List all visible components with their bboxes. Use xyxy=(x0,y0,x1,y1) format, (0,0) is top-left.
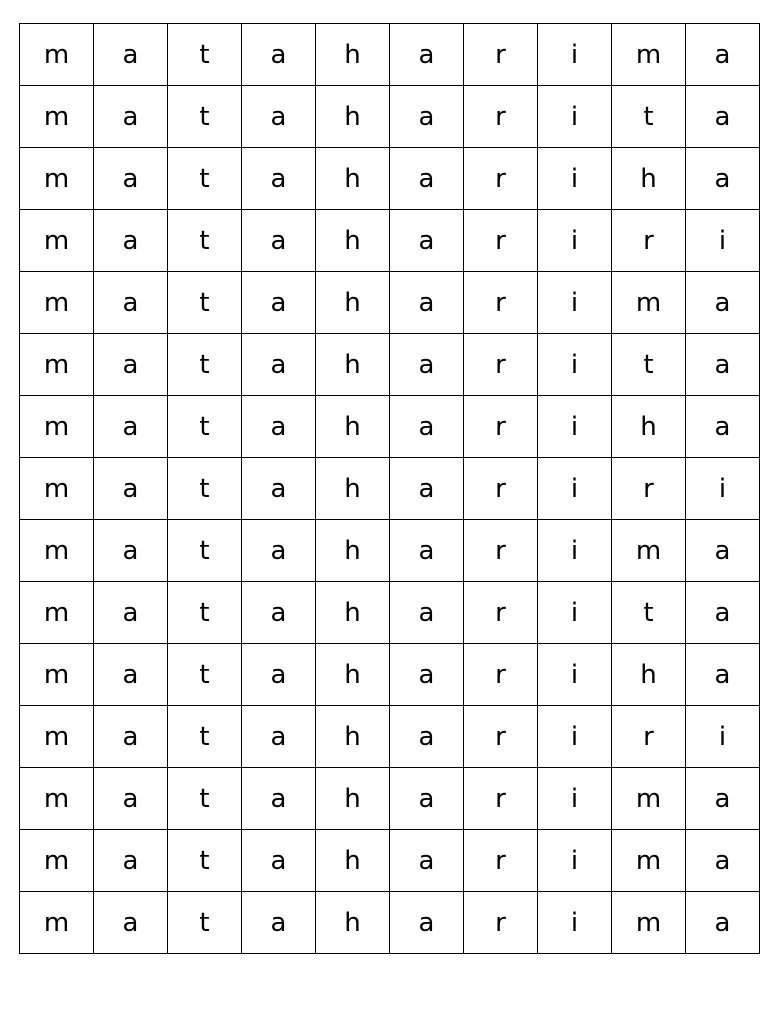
grid-cell: a xyxy=(242,148,316,210)
grid-cell: m xyxy=(20,520,94,582)
grid-cell: a xyxy=(390,582,464,644)
grid-cell: r xyxy=(464,210,538,272)
grid-cell: t xyxy=(168,24,242,86)
grid-cell: h xyxy=(612,644,686,706)
grid-cell: h xyxy=(316,148,390,210)
grid-cell: t xyxy=(168,830,242,892)
grid-row xyxy=(20,334,760,396)
grid-cell: h xyxy=(316,86,390,148)
grid-cell: a xyxy=(686,272,760,334)
grid-cell: a xyxy=(94,582,168,644)
grid-cell: t xyxy=(168,148,242,210)
grid-row xyxy=(20,830,760,892)
grid-cell: a xyxy=(242,706,316,768)
grid-cell: h xyxy=(316,892,390,954)
grid-cell: a xyxy=(94,458,168,520)
grid-row xyxy=(20,24,760,86)
grid-cell: a xyxy=(686,520,760,582)
grid-cell: h xyxy=(316,582,390,644)
letter-grid-body xyxy=(20,24,760,954)
grid-cell: m xyxy=(20,768,94,830)
grid-cell: i xyxy=(538,582,612,644)
grid-cell: a xyxy=(94,644,168,706)
grid-cell: r xyxy=(612,458,686,520)
grid-row xyxy=(20,396,760,458)
grid-cell: a xyxy=(94,768,168,830)
grid-cell: h xyxy=(316,210,390,272)
grid-cell: t xyxy=(168,520,242,582)
grid-cell: i xyxy=(538,892,612,954)
grid-cell: a xyxy=(242,830,316,892)
grid-row xyxy=(20,520,760,582)
grid-cell: r xyxy=(464,24,538,86)
grid-cell: a xyxy=(94,334,168,396)
grid-row xyxy=(20,148,760,210)
grid-cell: h xyxy=(316,396,390,458)
grid-cell: a xyxy=(242,272,316,334)
grid-cell: r xyxy=(464,334,538,396)
grid-cell: a xyxy=(242,644,316,706)
grid-cell: t xyxy=(168,86,242,148)
grid-cell: t xyxy=(168,706,242,768)
letter-grid xyxy=(19,23,760,954)
grid-cell: m xyxy=(20,458,94,520)
grid-cell: a xyxy=(390,24,464,86)
grid-cell: t xyxy=(168,272,242,334)
grid-cell: r xyxy=(464,706,538,768)
grid-cell: m xyxy=(612,768,686,830)
grid-cell: m xyxy=(20,396,94,458)
grid-cell: a xyxy=(390,396,464,458)
grid-cell: a xyxy=(94,520,168,582)
grid-cell: a xyxy=(686,644,760,706)
grid-cell: h xyxy=(316,830,390,892)
grid-cell: r xyxy=(464,272,538,334)
grid-row xyxy=(20,458,760,520)
grid-cell: i xyxy=(686,458,760,520)
grid-cell: a xyxy=(686,396,760,458)
grid-cell: h xyxy=(612,148,686,210)
grid-cell: m xyxy=(20,582,94,644)
grid-cell: m xyxy=(612,892,686,954)
grid-row xyxy=(20,86,760,148)
grid-cell: t xyxy=(168,892,242,954)
grid-cell: r xyxy=(464,768,538,830)
grid-cell: i xyxy=(538,148,612,210)
grid-row xyxy=(20,768,760,830)
grid-cell: m xyxy=(612,272,686,334)
grid-cell: a xyxy=(390,334,464,396)
grid-cell: m xyxy=(20,24,94,86)
grid-cell: a xyxy=(686,148,760,210)
grid-cell: a xyxy=(242,768,316,830)
grid-cell: m xyxy=(20,644,94,706)
grid-cell: i xyxy=(538,24,612,86)
grid-cell: h xyxy=(612,396,686,458)
grid-cell: i xyxy=(538,334,612,396)
grid-cell: m xyxy=(612,24,686,86)
grid-cell: m xyxy=(20,706,94,768)
grid-cell: a xyxy=(686,334,760,396)
grid-cell: a xyxy=(686,892,760,954)
grid-row xyxy=(20,892,760,954)
grid-cell: i xyxy=(538,210,612,272)
grid-cell: i xyxy=(686,210,760,272)
grid-cell: a xyxy=(94,892,168,954)
grid-row xyxy=(20,210,760,272)
grid-cell: a xyxy=(242,582,316,644)
grid-cell: t xyxy=(168,458,242,520)
grid-cell: a xyxy=(390,458,464,520)
grid-cell: a xyxy=(242,458,316,520)
grid-cell: a xyxy=(390,86,464,148)
grid-cell: h xyxy=(316,644,390,706)
grid-cell: m xyxy=(20,86,94,148)
grid-cell: h xyxy=(316,520,390,582)
grid-cell: i xyxy=(538,830,612,892)
grid-cell: t xyxy=(612,582,686,644)
grid-cell: t xyxy=(612,334,686,396)
grid-cell: a xyxy=(94,148,168,210)
grid-cell: h xyxy=(316,24,390,86)
grid-cell: h xyxy=(316,334,390,396)
grid-cell: m xyxy=(612,830,686,892)
grid-cell: r xyxy=(464,396,538,458)
grid-cell: r xyxy=(464,582,538,644)
grid-cell: t xyxy=(168,768,242,830)
grid-row xyxy=(20,582,760,644)
grid-cell: m xyxy=(612,520,686,582)
grid-cell: i xyxy=(538,644,612,706)
grid-cell: h xyxy=(316,458,390,520)
grid-cell: a xyxy=(686,86,760,148)
grid-cell: a xyxy=(94,210,168,272)
grid-cell: a xyxy=(94,24,168,86)
grid-cell: t xyxy=(168,644,242,706)
grid-cell: a xyxy=(390,520,464,582)
grid-cell: r xyxy=(612,210,686,272)
grid-cell: a xyxy=(390,706,464,768)
grid-cell: r xyxy=(464,830,538,892)
grid-cell: a xyxy=(390,644,464,706)
grid-cell: a xyxy=(390,768,464,830)
grid-cell: t xyxy=(168,334,242,396)
grid-cell: i xyxy=(538,272,612,334)
grid-row xyxy=(20,272,760,334)
grid-cell: r xyxy=(464,520,538,582)
grid-cell: a xyxy=(242,520,316,582)
grid-cell: t xyxy=(168,396,242,458)
grid-cell: i xyxy=(538,768,612,830)
grid-cell: i xyxy=(538,396,612,458)
grid-cell: h xyxy=(316,272,390,334)
grid-cell: a xyxy=(390,830,464,892)
grid-cell: a xyxy=(242,86,316,148)
grid-cell: a xyxy=(242,210,316,272)
grid-cell: t xyxy=(168,210,242,272)
grid-row xyxy=(20,644,760,706)
grid-cell: i xyxy=(538,86,612,148)
grid-cell: m xyxy=(20,892,94,954)
grid-cell: r xyxy=(612,706,686,768)
grid-cell: i xyxy=(538,520,612,582)
grid-row xyxy=(20,706,760,768)
grid-cell: a xyxy=(242,396,316,458)
grid-cell: m xyxy=(20,830,94,892)
grid-cell: a xyxy=(390,272,464,334)
grid-cell: a xyxy=(390,210,464,272)
grid-cell: a xyxy=(94,706,168,768)
grid-cell: a xyxy=(686,768,760,830)
grid-cell: a xyxy=(686,830,760,892)
grid-cell: a xyxy=(94,86,168,148)
grid-cell: m xyxy=(20,148,94,210)
grid-cell: i xyxy=(686,706,760,768)
grid-cell: a xyxy=(390,892,464,954)
grid-cell: h xyxy=(316,768,390,830)
grid-cell: a xyxy=(242,334,316,396)
grid-cell: r xyxy=(464,644,538,706)
grid-cell: a xyxy=(686,582,760,644)
grid-cell: a xyxy=(242,24,316,86)
grid-cell: r xyxy=(464,148,538,210)
grid-cell: r xyxy=(464,86,538,148)
grid-cell: r xyxy=(464,458,538,520)
grid-cell: a xyxy=(94,396,168,458)
grid-cell: m xyxy=(20,272,94,334)
grid-cell: a xyxy=(242,892,316,954)
grid-cell: i xyxy=(538,458,612,520)
grid-cell: a xyxy=(390,148,464,210)
grid-cell: a xyxy=(94,272,168,334)
grid-cell: r xyxy=(464,892,538,954)
grid-cell: m xyxy=(20,210,94,272)
grid-cell: h xyxy=(316,706,390,768)
grid-cell: t xyxy=(168,582,242,644)
grid-cell: a xyxy=(94,830,168,892)
grid-cell: m xyxy=(20,334,94,396)
grid-cell: t xyxy=(612,86,686,148)
grid-cell: i xyxy=(538,706,612,768)
grid-cell: a xyxy=(686,24,760,86)
